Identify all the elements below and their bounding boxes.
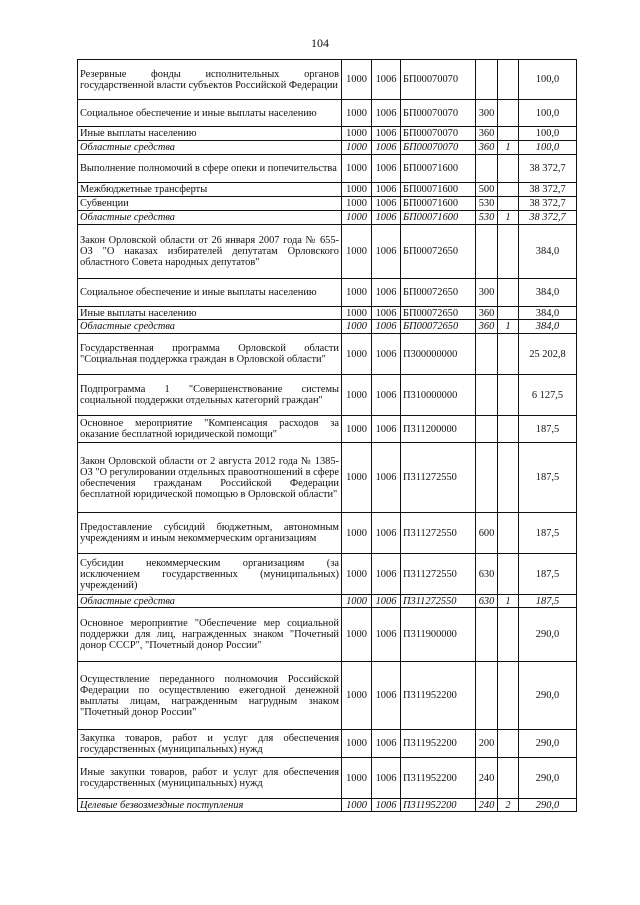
table-row — [78, 155, 577, 183]
amount-cell: 38 372,7 — [519, 183, 577, 197]
subsection-code-cell: 1006 — [372, 443, 401, 513]
target-article-cell: П311952200 — [401, 799, 476, 812]
funding-source-cell — [498, 375, 519, 416]
table-row — [78, 608, 577, 662]
section-code-cell: 1000 — [342, 197, 372, 211]
expense-type-cell: 300 — [476, 100, 498, 127]
funding-source-cell — [498, 197, 519, 211]
expense-type-cell — [476, 60, 498, 100]
target-article-cell: П311952200 — [401, 758, 476, 799]
row-name-cell: Целевые безвозмездные поступления — [78, 799, 342, 812]
row-name-cell: Иные выплаты населению — [78, 127, 342, 141]
section-code-cell: 1000 — [342, 662, 372, 730]
funding-source-cell — [498, 127, 519, 141]
table-row — [78, 100, 577, 127]
target-article-cell: БП00072650 — [401, 320, 476, 334]
target-article-cell: БП00070070 — [401, 127, 476, 141]
target-article-cell: БП00072650 — [401, 307, 476, 320]
table-row — [78, 730, 577, 758]
subsection-code-cell: 1006 — [372, 183, 401, 197]
amount-cell: 384,0 — [519, 320, 577, 334]
expense-type-cell: 360 — [476, 320, 498, 334]
row-name-cell: Областные средства — [78, 595, 342, 608]
table-row — [78, 141, 577, 155]
budget-table — [77, 59, 577, 812]
row-name-cell: Закон Орловской области от 2 августа 2012 года № 1385-ОЗ "О регулировании отдельных правоотношений в сфере обеспечения гражданам Российской Федерации бесплатной юридической помощью в Орловской области" — [78, 443, 342, 513]
subsection-code-cell: 1006 — [372, 307, 401, 320]
row-name-cell: Иные закупки товаров, работ и услуг для обеспечения государственных (муниципальных) нужд — [78, 758, 342, 799]
subsection-code-cell: 1006 — [372, 608, 401, 662]
expense-type-cell — [476, 155, 498, 183]
expense-type-cell — [476, 334, 498, 375]
section-code-cell: 1000 — [342, 758, 372, 799]
amount-cell: 290,0 — [519, 662, 577, 730]
row-name-cell: Социальное обеспечение и иные выплаты населению — [78, 100, 342, 127]
funding-source-cell — [498, 608, 519, 662]
amount-cell: 384,0 — [519, 279, 577, 307]
section-code-cell: 1000 — [342, 183, 372, 197]
amount-cell: 100,0 — [519, 100, 577, 127]
subsection-code-cell: 1006 — [372, 375, 401, 416]
subsection-code-cell: 1006 — [372, 758, 401, 799]
table-row — [78, 416, 577, 443]
section-code-cell: 1000 — [342, 211, 372, 225]
table-row — [78, 127, 577, 141]
expense-type-cell: 240 — [476, 799, 498, 812]
subsection-code-cell: 1006 — [372, 197, 401, 211]
expense-type-cell: 360 — [476, 141, 498, 155]
subsection-code-cell: 1006 — [372, 211, 401, 225]
row-name-cell: Подпрограмма 1 "Совершенствование системы социальной поддержки отдельных категорий граждан" — [78, 375, 342, 416]
subsection-code-cell: 1006 — [372, 513, 401, 554]
target-article-cell: П311272550 — [401, 513, 476, 554]
table-row — [78, 320, 577, 334]
subsection-code-cell: 1006 — [372, 60, 401, 100]
amount-cell: 384,0 — [519, 307, 577, 320]
target-article-cell: П311272550 — [401, 554, 476, 595]
target-article-cell: БП00071600 — [401, 155, 476, 183]
subsection-code-cell: 1006 — [372, 100, 401, 127]
funding-source-cell: 2 — [498, 799, 519, 812]
funding-source-cell — [498, 225, 519, 279]
amount-cell: 290,0 — [519, 608, 577, 662]
section-code-cell: 1000 — [342, 307, 372, 320]
expense-type-cell: 360 — [476, 307, 498, 320]
funding-source-cell — [498, 416, 519, 443]
expense-type-cell: 300 — [476, 279, 498, 307]
amount-cell: 187,5 — [519, 595, 577, 608]
section-code-cell: 1000 — [342, 608, 372, 662]
row-name-cell: Основное мероприятие "Компенсация расходов за оказание бесплатной юридической помощи" — [78, 416, 342, 443]
funding-source-cell — [498, 183, 519, 197]
row-name-cell: Основное мероприятие "Обеспечение мер социальной поддержки для лиц, награжденных знаком "Почетный донор СССР", "Почетный донор России" — [78, 608, 342, 662]
amount-cell: 6 127,5 — [519, 375, 577, 416]
funding-source-cell: 1 — [498, 141, 519, 155]
row-name-cell: Областные средства — [78, 320, 342, 334]
expense-type-cell: 360 — [476, 127, 498, 141]
target-article-cell: П311272550 — [401, 443, 476, 513]
section-code-cell: 1000 — [342, 730, 372, 758]
amount-cell: 187,5 — [519, 554, 577, 595]
section-code-cell: 1000 — [342, 595, 372, 608]
expense-type-cell: 630 — [476, 595, 498, 608]
expense-type-cell: 200 — [476, 730, 498, 758]
amount-cell: 25 202,8 — [519, 334, 577, 375]
subsection-code-cell: 1006 — [372, 554, 401, 595]
funding-source-cell — [498, 662, 519, 730]
section-code-cell: 1000 — [342, 60, 372, 100]
target-article-cell: П311952200 — [401, 730, 476, 758]
funding-source-cell — [498, 155, 519, 183]
table-row — [78, 225, 577, 279]
row-name-cell: Резервные фонды исполнительных органов государственной власти субъектов Российской Федерации — [78, 60, 342, 100]
target-article-cell: П310000000 — [401, 375, 476, 416]
expense-type-cell: 630 — [476, 554, 498, 595]
funding-source-cell: 1 — [498, 320, 519, 334]
table-row — [78, 513, 577, 554]
expense-type-cell: 240 — [476, 758, 498, 799]
section-code-cell: 1000 — [342, 799, 372, 812]
row-name-cell: Социальное обеспечение и иные выплаты населению — [78, 279, 342, 307]
subsection-code-cell: 1006 — [372, 127, 401, 141]
expense-type-cell: 530 — [476, 211, 498, 225]
expense-type-cell — [476, 416, 498, 443]
funding-source-cell — [498, 100, 519, 127]
table-row — [78, 375, 577, 416]
row-name-cell: Осуществление переданного полномочия Российской Федерации по осуществлению ежегодной денежной выплаты лицам, награжденным нагрудным знаком "Почетный донор России" — [78, 662, 342, 730]
row-name-cell: Субвенции — [78, 197, 342, 211]
funding-source-cell — [498, 730, 519, 758]
subsection-code-cell: 1006 — [372, 799, 401, 812]
section-code-cell: 1000 — [342, 554, 372, 595]
row-name-cell: Закупка товаров, работ и услуг для обеспечения государственных (муниципальных) нужд — [78, 730, 342, 758]
funding-source-cell: 1 — [498, 595, 519, 608]
section-code-cell: 1000 — [342, 127, 372, 141]
table-row — [78, 758, 577, 799]
target-article-cell: П311900000 — [401, 608, 476, 662]
subsection-code-cell: 1006 — [372, 225, 401, 279]
funding-source-cell — [498, 307, 519, 320]
row-name-cell: Областные средства — [78, 211, 342, 225]
funding-source-cell — [498, 279, 519, 307]
section-code-cell: 1000 — [342, 279, 372, 307]
expense-type-cell: 500 — [476, 183, 498, 197]
amount-cell: 290,0 — [519, 758, 577, 799]
amount-cell: 38 372,7 — [519, 211, 577, 225]
amount-cell: 100,0 — [519, 127, 577, 141]
table-row — [78, 662, 577, 730]
target-article-cell: БП00070070 — [401, 141, 476, 155]
section-code-cell: 1000 — [342, 225, 372, 279]
section-code-cell: 1000 — [342, 375, 372, 416]
amount-cell: 384,0 — [519, 225, 577, 279]
funding-source-cell: 1 — [498, 211, 519, 225]
table-row — [78, 279, 577, 307]
row-name-cell: Межбюджетные трансферты — [78, 183, 342, 197]
expense-type-cell — [476, 662, 498, 730]
subsection-code-cell: 1006 — [372, 155, 401, 183]
target-article-cell: П311952200 — [401, 662, 476, 730]
table-row — [78, 307, 577, 320]
page-number: 104 — [311, 36, 329, 50]
subsection-code-cell: 1006 — [372, 279, 401, 307]
row-name-cell: Субсидии некоммерческим организациям (за исключением государственных (муниципальных) учреждений) — [78, 554, 342, 595]
row-name-cell: Иные выплаты населению — [78, 307, 342, 320]
expense-type-cell — [476, 375, 498, 416]
target-article-cell: БП00071600 — [401, 211, 476, 225]
amount-cell: 38 372,7 — [519, 155, 577, 183]
target-article-cell: П300000000 — [401, 334, 476, 375]
expense-type-cell — [476, 608, 498, 662]
subsection-code-cell: 1006 — [372, 595, 401, 608]
expense-type-cell: 600 — [476, 513, 498, 554]
target-article-cell: БП00070070 — [401, 60, 476, 100]
expense-type-cell: 530 — [476, 197, 498, 211]
section-code-cell: 1000 — [342, 141, 372, 155]
row-name-cell: Закон Орловской области от 26 января 2007 года № 655-ОЗ "О наказах избирателей депутатам Орловского областного Совета народных депутатов" — [78, 225, 342, 279]
subsection-code-cell: 1006 — [372, 730, 401, 758]
target-article-cell: БП00070070 — [401, 100, 476, 127]
table-row — [78, 595, 577, 608]
subsection-code-cell: 1006 — [372, 334, 401, 375]
funding-source-cell — [498, 334, 519, 375]
table-row — [78, 211, 577, 225]
section-code-cell: 1000 — [342, 100, 372, 127]
section-code-cell: 1000 — [342, 320, 372, 334]
table-row — [78, 443, 577, 513]
table-row — [78, 60, 577, 100]
table-row — [78, 799, 577, 812]
amount-cell: 100,0 — [519, 141, 577, 155]
table-row — [78, 183, 577, 197]
row-name-cell: Выполнение полномочий в сфере опеки и попечительства — [78, 155, 342, 183]
section-code-cell: 1000 — [342, 443, 372, 513]
amount-cell: 100,0 — [519, 60, 577, 100]
amount-cell: 290,0 — [519, 799, 577, 812]
section-code-cell: 1000 — [342, 334, 372, 375]
funding-source-cell — [498, 758, 519, 799]
funding-source-cell — [498, 554, 519, 595]
amount-cell: 290,0 — [519, 730, 577, 758]
target-article-cell: П311200000 — [401, 416, 476, 443]
expense-type-cell — [476, 225, 498, 279]
row-name-cell: Государственная программа Орловской области "Социальная поддержка граждан в Орловской области" — [78, 334, 342, 375]
funding-source-cell — [498, 513, 519, 554]
funding-source-cell — [498, 443, 519, 513]
table-row — [78, 554, 577, 595]
row-name-cell: Областные средства — [78, 141, 342, 155]
amount-cell: 187,5 — [519, 513, 577, 554]
amount-cell: 38 372,7 — [519, 197, 577, 211]
section-code-cell: 1000 — [342, 513, 372, 554]
section-code-cell: 1000 — [342, 155, 372, 183]
target-article-cell: БП00072650 — [401, 279, 476, 307]
row-name-cell: Предоставление субсидий бюджетным, автономным учреждениям и иным некоммерческим организациям — [78, 513, 342, 554]
target-article-cell: П311272550 — [401, 595, 476, 608]
expense-type-cell — [476, 443, 498, 513]
section-code-cell: 1000 — [342, 416, 372, 443]
target-article-cell: БП00072650 — [401, 225, 476, 279]
target-article-cell: БП00071600 — [401, 197, 476, 211]
table-row — [78, 334, 577, 375]
target-article-cell: БП00071600 — [401, 183, 476, 197]
funding-source-cell — [498, 60, 519, 100]
subsection-code-cell: 1006 — [372, 662, 401, 730]
table-row — [78, 197, 577, 211]
amount-cell: 187,5 — [519, 416, 577, 443]
subsection-code-cell: 1006 — [372, 320, 401, 334]
subsection-code-cell: 1006 — [372, 141, 401, 155]
amount-cell: 187,5 — [519, 443, 577, 513]
subsection-code-cell: 1006 — [372, 416, 401, 443]
